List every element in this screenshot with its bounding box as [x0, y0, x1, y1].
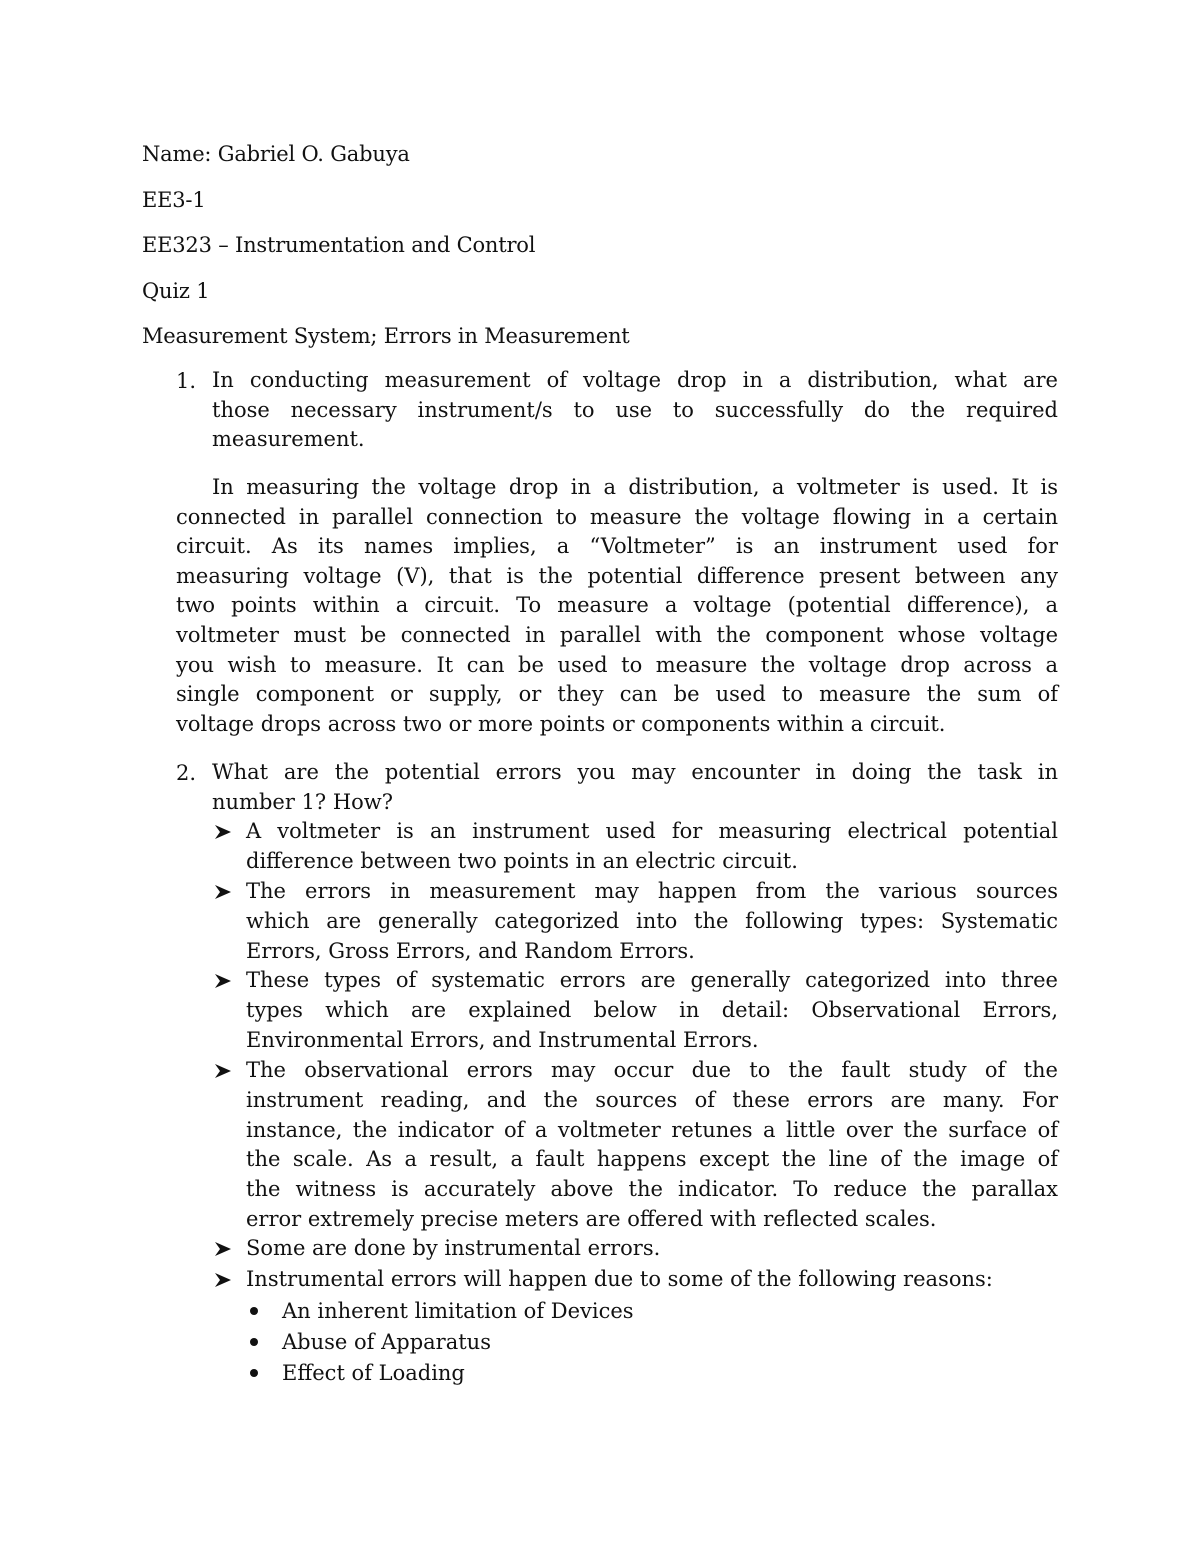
answer-1-line: circuit. As its names implies, a “Voltmeter” is an instrument used for — [176, 534, 1058, 559]
arrowhead-bullet-icon — [212, 1056, 238, 1086]
reason-text: Effect of Loading — [282, 1361, 465, 1385]
error-point-line: difference between two points in an electric circuit. — [246, 848, 798, 873]
answer-1-line: two points within a circuit. To measure a voltage (potential difference), a — [176, 593, 1058, 618]
error-point — [212, 877, 1058, 966]
error-point-line: Errors, Gross Errors, and Random Errors. — [246, 938, 695, 963]
question-2-line: number 1? How? — [212, 789, 394, 814]
error-point-line: A voltmeter is an instrument used for measuring electrical potential — [246, 819, 1058, 843]
topic-title: Measurement System; Errors in Measurement — [142, 324, 630, 348]
answer-1-line: voltmeter must be connected in parallel with the component whose voltage — [176, 622, 1058, 647]
bullet-dot-icon — [250, 1307, 258, 1315]
error-point — [212, 817, 1058, 877]
error-point — [212, 966, 1058, 1055]
error-point — [212, 1234, 1058, 1264]
error-point-line: The errors in measurement may happen from the various sources — [246, 879, 1058, 903]
student-name: Name: Gabriel O. Gabuya — [142, 142, 410, 166]
reason-item — [250, 1327, 491, 1357]
question-1-line: those necessary instrument/s to use to successfully do the required — [212, 397, 1058, 422]
answer-1-paragraph — [176, 473, 1058, 739]
question-2-text — [212, 758, 1058, 817]
question-1-number: 1. — [176, 369, 197, 393]
error-point-line: Instrumental errors will happen due to some of the following reasons: — [246, 1267, 993, 1291]
answer-1-line: voltage drops across two or more points or components within a circuit. — [176, 711, 946, 736]
course-title: EE323 – Instrumentation and Control — [142, 233, 536, 257]
error-point-line: instrument reading, and the sources of these errors are many. For — [246, 1087, 1058, 1112]
error-point-line: Environmental Errors, and Instrumental Errors. — [246, 1027, 759, 1052]
quiz-title: Quiz 1 — [142, 279, 210, 303]
error-point-line: the scale. As a result, a fault happens except the line of the image of — [246, 1147, 1058, 1172]
error-point-line: error extremely precise meters are offered with reflected scales. — [246, 1206, 937, 1231]
question-1-text — [212, 366, 1058, 455]
bullet-dot-icon — [250, 1338, 258, 1346]
answer-1-line: measuring voltage (V), that is the potential difference present between any — [176, 563, 1058, 588]
reason-text: An inherent limitation of Devices — [282, 1299, 634, 1323]
error-point-line: which are generally categorized into the following types: Systematic — [246, 908, 1058, 933]
error-point-line: instance, the indicator of a voltmeter retunes a little over the surface of — [246, 1117, 1058, 1142]
student-section: EE3-1 — [142, 188, 206, 212]
answer-1-line: single component or supply, or they can be used to measure the sum of — [176, 682, 1058, 707]
error-point — [212, 1265, 1058, 1295]
reason-text: Abuse of Apparatus — [282, 1330, 491, 1354]
arrowhead-bullet-icon — [212, 1234, 238, 1264]
error-point — [212, 1056, 1058, 1235]
error-point-line: These types of systematic errors are generally categorized into three — [246, 968, 1058, 992]
question-1-line: In conducting measurement of voltage drop in a distribution, what are — [212, 368, 1058, 392]
bullet-dot-icon — [250, 1369, 258, 1377]
question-1-line: measurement. — [212, 427, 365, 452]
error-point-line: types which are explained below in detail: Observational Errors, — [246, 997, 1058, 1022]
error-point-line: Some are done by instrumental errors. — [246, 1236, 661, 1260]
error-point-line: the witness is accurately above the indicator. To reduce the parallax — [246, 1177, 1058, 1202]
arrowhead-bullet-icon — [212, 877, 238, 907]
arrowhead-bullet-icon — [212, 966, 238, 996]
question-2-number: 2. — [176, 761, 197, 785]
question-2-line: What are the potential errors you may encounter in doing the task in — [212, 760, 1058, 784]
answer-1-line: In measuring the voltage drop in a distribution, a voltmeter is used. It is — [212, 475, 1058, 499]
reason-item — [250, 1358, 465, 1388]
answer-1-line: you wish to measure. It can be used to measure the voltage drop across a — [176, 652, 1058, 677]
answer-1-line: connected in parallel connection to measure the voltage flowing in a certain — [176, 504, 1058, 529]
reason-item — [250, 1296, 634, 1326]
arrowhead-bullet-icon — [212, 817, 238, 847]
error-point-line: The observational errors may occur due to the fault study of the — [246, 1058, 1058, 1082]
arrowhead-bullet-icon — [212, 1265, 238, 1295]
